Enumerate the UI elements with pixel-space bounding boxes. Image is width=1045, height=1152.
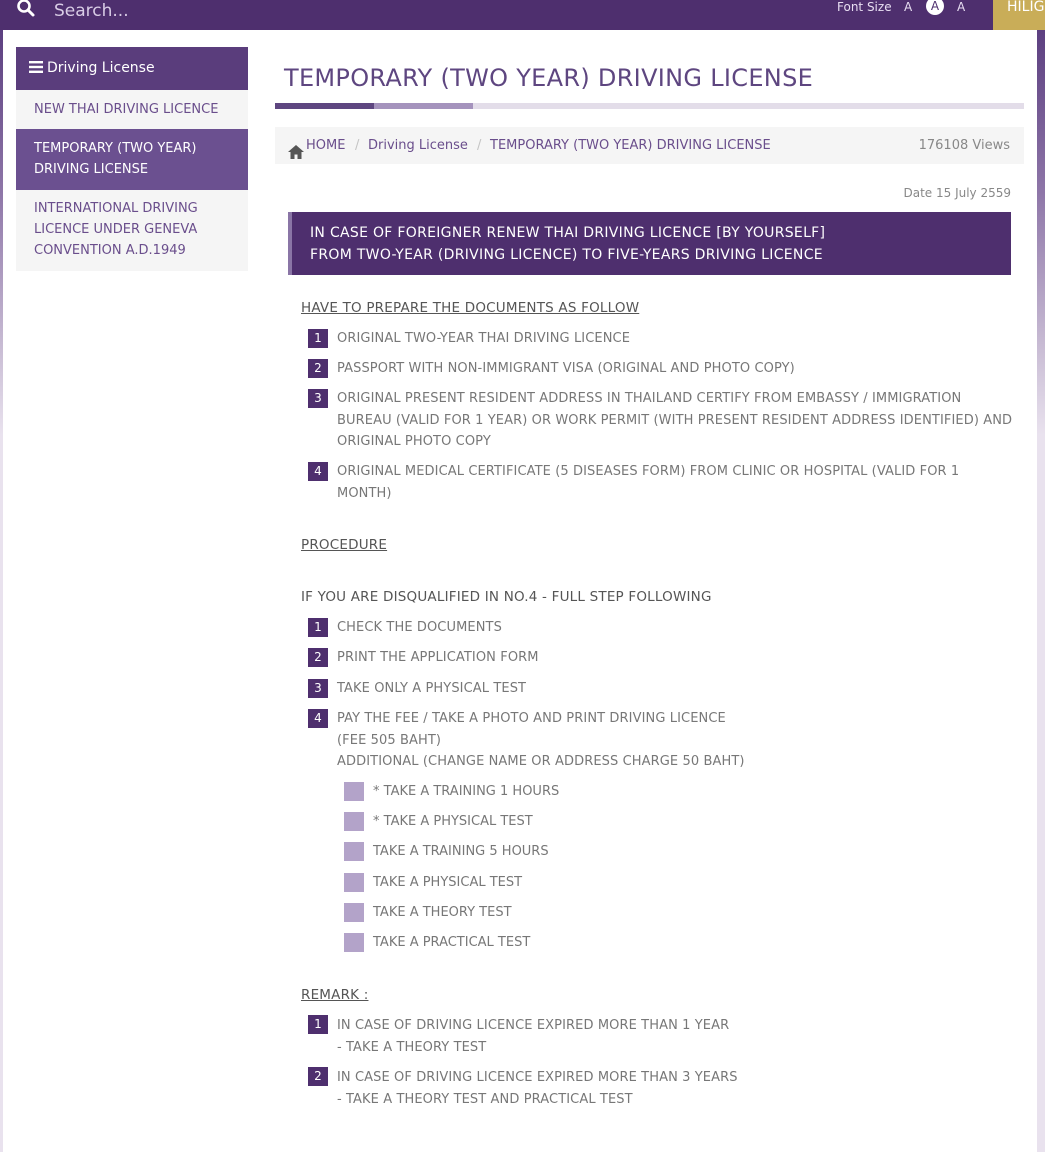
list-item: ORIGINAL PRESENT RESIDENT ADDRESS IN THAILAND CERTIFY FROM EMBASSY / IMMIGRATION BUREAU (VALID FOR 1 YEAR) OR WORK PERMIT (WITH PRESENT RESIDENT ADDRESS IDENTIFIED) AND ORIGINAL PHOTO COPY xyxy=(337,391,1013,449)
procedure-subheading: IF YOU ARE DISQUALIFIED IN NO.4 - FULL STEP FOLLOWING xyxy=(301,589,712,605)
breadcrumb-section-link[interactable]: Driving License xyxy=(368,138,468,153)
procedure-heading: PROCEDURE xyxy=(301,537,388,553)
substep-marker xyxy=(344,782,364,801)
view-count: 176108 Views xyxy=(918,138,1010,153)
substep-item: TAKE A PRACTICAL TEST xyxy=(373,935,531,950)
highlight-button[interactable]: HILIG xyxy=(993,0,1045,30)
substep-marker xyxy=(344,933,364,952)
breadcrumb xyxy=(275,127,1024,164)
substep-item: * TAKE A PHYSICAL TEST xyxy=(373,814,533,829)
top-bar xyxy=(0,0,1045,30)
breadcrumb-current: TEMPORARY (TWO YEAR) DRIVING LICENSE xyxy=(490,138,771,153)
search-icon[interactable] xyxy=(16,0,36,22)
banner-line: FROM TWO-YEAR (DRIVING LICENCE) TO FIVE-YEARS DRIVING LICENCE xyxy=(310,247,823,263)
step-number: 2 xyxy=(308,648,328,667)
publish-date: Date 15 July 2559 xyxy=(903,186,1011,200)
remark-heading: REMARK : xyxy=(301,987,369,1003)
substep-marker xyxy=(344,903,364,922)
search-input[interactable] xyxy=(52,0,356,25)
sidebar-item-temporary-licence[interactable] xyxy=(16,129,248,190)
title-underline-light xyxy=(473,103,1024,109)
step-item: PAY THE FEE / TAKE A PHOTO AND PRINT DRIVING LICENCE (FEE 505 BAHT) ADDITIONAL (CHANGE NAME OR ADDRESS CHARGE 50 BAHT) xyxy=(337,711,745,769)
font-size-label: Font Size xyxy=(837,0,892,14)
remark-item: IN CASE OF DRIVING LICENCE EXPIRED MORE THAN 1 YEAR - TAKE A THEORY TEST xyxy=(337,1018,730,1055)
step-number: 1 xyxy=(308,618,328,637)
list-number: 3 xyxy=(308,389,328,408)
title-underline-dark xyxy=(275,103,374,109)
documents-heading: HAVE TO PREPARE THE DOCUMENTS AS FOLLOW xyxy=(301,300,640,316)
list-number: 4 xyxy=(308,462,328,481)
step-item: PRINT THE APPLICATION FORM xyxy=(337,650,539,665)
content-panel xyxy=(3,30,1037,1152)
breadcrumb-separator: / xyxy=(355,138,360,153)
substep-marker xyxy=(344,842,364,861)
step-item: CHECK THE DOCUMENTS xyxy=(337,620,502,635)
remark-item: IN CASE OF DRIVING LICENCE EXPIRED MORE THAN 3 YEARS - TAKE A THEORY TEST AND PRACTICAL TEST xyxy=(337,1070,738,1107)
list-number: 1 xyxy=(308,329,328,348)
section-banner xyxy=(288,212,1011,275)
sidebar-item-new-thai-licence[interactable] xyxy=(16,90,248,129)
step-number: 4 xyxy=(308,709,328,728)
list-item: PASSPORT WITH NON-IMMIGRANT VISA (ORIGINAL AND PHOTO COPY) xyxy=(337,361,795,376)
breadcrumb-home-link[interactable]: HOME xyxy=(306,138,346,153)
font-size-large-button[interactable]: A xyxy=(957,0,966,14)
sidebar-item-label: INTERNATIONAL DRIVING LICENCE UNDER GENEVA CONVENTION A.D.1949 xyxy=(34,201,198,258)
sidebar-item-label: TEMPORARY (TWO YEAR) DRIVING LICENSE xyxy=(34,141,197,177)
remark-number: 2 xyxy=(308,1067,328,1086)
sidebar-header-label: Driving License xyxy=(47,60,155,76)
substep-marker xyxy=(344,873,364,892)
home-icon[interactable] xyxy=(288,137,304,174)
font-size-small-button[interactable]: A xyxy=(904,0,913,14)
breadcrumb-separator: / xyxy=(477,138,482,153)
banner-line: IN CASE OF FOREIGNER RENEW THAI DRIVING LICENCE [BY YOURSELF] xyxy=(310,225,826,241)
substep-marker xyxy=(344,812,364,831)
substep-item: TAKE A THEORY TEST xyxy=(373,905,512,920)
sidebar-header[interactable] xyxy=(16,47,248,90)
title-underline-mid xyxy=(374,103,473,109)
sidebar-item-label: NEW THAI DRIVING LICENCE xyxy=(34,102,219,117)
list-number: 2 xyxy=(308,359,328,378)
list-item: ORIGINAL TWO-YEAR THAI DRIVING LICENCE xyxy=(337,331,631,346)
substep-item: * TAKE A TRAINING 1 HOURS xyxy=(373,784,560,799)
substep-item: TAKE A PHYSICAL TEST xyxy=(373,875,523,890)
menu-icon xyxy=(29,61,43,73)
page-title: TEMPORARY (TWO YEAR) DRIVING LICENSE xyxy=(284,64,814,92)
list-item: ORIGINAL MEDICAL CERTIFICATE (5 DISEASES FORM) FROM CLINIC OR HOSPITAL (VALID FOR 1 MONTH) xyxy=(337,464,960,501)
font-size-medium-button[interactable]: A xyxy=(926,0,944,15)
remark-number: 1 xyxy=(308,1015,328,1034)
substep-item: TAKE A TRAINING 5 HOURS xyxy=(373,844,549,859)
step-item: TAKE ONLY A PHYSICAL TEST xyxy=(337,681,527,696)
sidebar-item-international-licence[interactable] xyxy=(16,190,248,271)
step-number: 3 xyxy=(308,679,328,698)
